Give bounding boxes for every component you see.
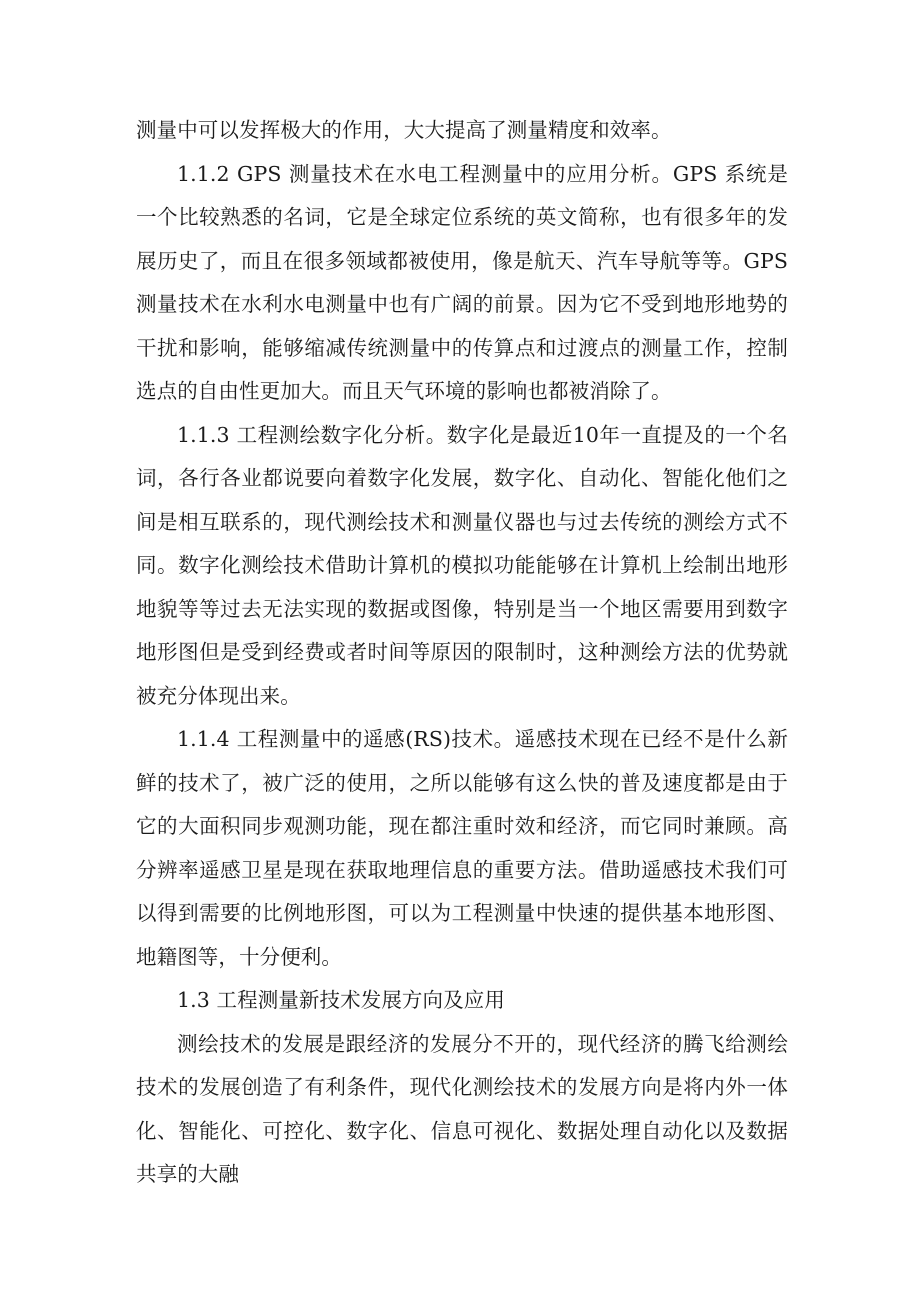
paragraph-continuation: 测量中可以发挥极大的作用，大大提高了测量精度和效率。 [136,118,672,142]
section-heading: 1.3 工程测量新技术发展方向及应用 [177,988,505,1012]
paragraph-gps-analysis: 1.1.2 GPS 测量技术在水电工程测量中的应用分析。GPS 系统是一个比较熟悉的名词，它是全球定位系统的英文简称，也有很多年的发展历史了，而且在很多领域都被使用，像是航天、汽车导航等等。GPS 测量技术在水利水电测量中也有广阔的前景。因为它不受到地形地势的干扰和影响，能够缩减传统测量中的传算点和过渡点的测量工作，控制选点的自由性更加大。而且天气环境的影响也都被消除了。 [136,161,788,403]
document-body [136,109,788,1197]
paragraph-remote-sensing: 1.1.4 工程测量中的遥感(RS)技术。遥感技术现在已经不是什么新鲜的技术了，被广泛的使用，之所以能够有这么快的普及速度都是由于它的大面积同步观测功能，现在都注重时效和经济，而它同时兼顾。高分辨率遥感卫星是现在获取地理信息的重要方法。借助遥感技术我们可以得到需要的比例地形图，可以为工程测量中快速的提供基本地形图、地籍图等，十分便利。 [136,727,788,969]
paragraph-digital-mapping: 1.1.3 工程测绘数字化分析。数字化是最近10年一直提及的一个名词，各行各业都说要向着数字化发展，数字化、自动化、智能化他们之间是相互联系的，现代测绘技术和测量仪器也与过去传统的测绘方式不同。数字化测绘技术借助计算机的模拟功能能够在计算机上绘制出地形地貌等等过去无法实现的数据或图像，特别是当一个地区需要用到数字地形图但是受到经费或者时间等原因的限制时，这种测绘方法的优势就被充分体现出来。 [136,422,788,708]
paragraph-development-direction: 测绘技术的发展是跟经济的发展分不开的，现代经济的腾飞给测绘技术的发展创造了有利条件，现代化测绘技术的发展方向是将内外一体化、智能化、可控化、数字化、信息可视化、数据处理自动化以及数据共享的大融 [136,1031,788,1186]
